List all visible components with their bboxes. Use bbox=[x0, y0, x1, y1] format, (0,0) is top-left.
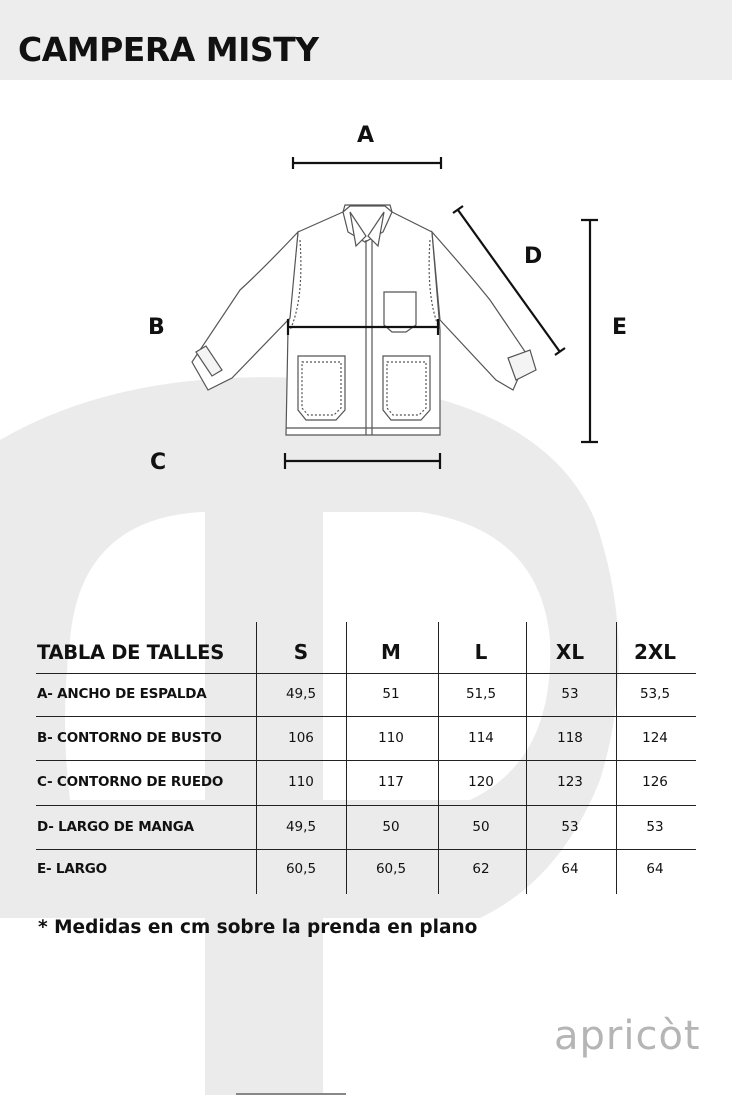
table-rule bbox=[36, 760, 696, 761]
table-rule bbox=[36, 805, 696, 806]
table-cell: 106 bbox=[288, 730, 314, 746]
table-cell: 124 bbox=[642, 730, 668, 746]
table-cell: 60,5 bbox=[285, 861, 317, 877]
table-cell: 53,5 bbox=[639, 686, 671, 702]
row-label-c: C- CONTORNO DE RUEDO bbox=[37, 774, 224, 790]
row-label-a: A- ANCHO DE ESPALDA bbox=[37, 686, 207, 702]
table-cell: 123 bbox=[557, 774, 583, 790]
measure-label-c: C bbox=[150, 450, 167, 475]
table-cell: 49,5 bbox=[285, 819, 317, 835]
row-label-e: E- LARGO bbox=[37, 861, 107, 877]
table-cell: 53 bbox=[561, 686, 579, 702]
column-header-l: L bbox=[474, 640, 488, 664]
measure-label-b: B bbox=[148, 315, 165, 340]
table-cell: 53 bbox=[646, 819, 664, 835]
table-cell: 50 bbox=[472, 819, 490, 835]
table-cell: 60,5 bbox=[375, 861, 407, 877]
table-cell: 126 bbox=[642, 774, 668, 790]
table-cell: 120 bbox=[468, 774, 494, 790]
measure-label-e: E bbox=[612, 315, 628, 340]
table-rule bbox=[36, 673, 696, 674]
column-header-s: S bbox=[293, 640, 309, 664]
table-cell: 62 bbox=[472, 861, 490, 877]
table-rule bbox=[36, 716, 696, 717]
column-header-2xl: 2XL bbox=[633, 640, 677, 664]
column-header-m: M bbox=[381, 640, 401, 664]
page-title: CAMPERA MISTY bbox=[18, 30, 319, 69]
row-label-b: B- CONTORNO DE BUSTO bbox=[37, 730, 222, 746]
table-cell: 49,5 bbox=[285, 686, 317, 702]
table-cell: 117 bbox=[378, 774, 404, 790]
footnote: * Medidas en cm sobre la prenda en plano bbox=[38, 917, 478, 938]
table-cell: 64 bbox=[561, 861, 579, 877]
brand-logo: apricòt bbox=[554, 1013, 701, 1059]
row-label-d: D- LARGO DE MANGA bbox=[37, 819, 194, 835]
table-cell: 50 bbox=[382, 819, 400, 835]
table-cell: 53 bbox=[561, 819, 579, 835]
column-header-xl: XL bbox=[555, 640, 585, 664]
table-cell: 51,5 bbox=[465, 686, 497, 702]
table-rule bbox=[36, 849, 696, 850]
table-cell: 51 bbox=[382, 686, 400, 702]
table-cell: 114 bbox=[468, 730, 494, 746]
table-cell: 64 bbox=[646, 861, 664, 877]
table-title: TABLA DE TALLES bbox=[37, 641, 224, 664]
measure-label-a: A bbox=[357, 123, 375, 148]
table-cell: 110 bbox=[378, 730, 404, 746]
measure-label-d: D bbox=[524, 244, 543, 269]
table-cell: 118 bbox=[557, 730, 583, 746]
table-cell: 110 bbox=[288, 774, 314, 790]
